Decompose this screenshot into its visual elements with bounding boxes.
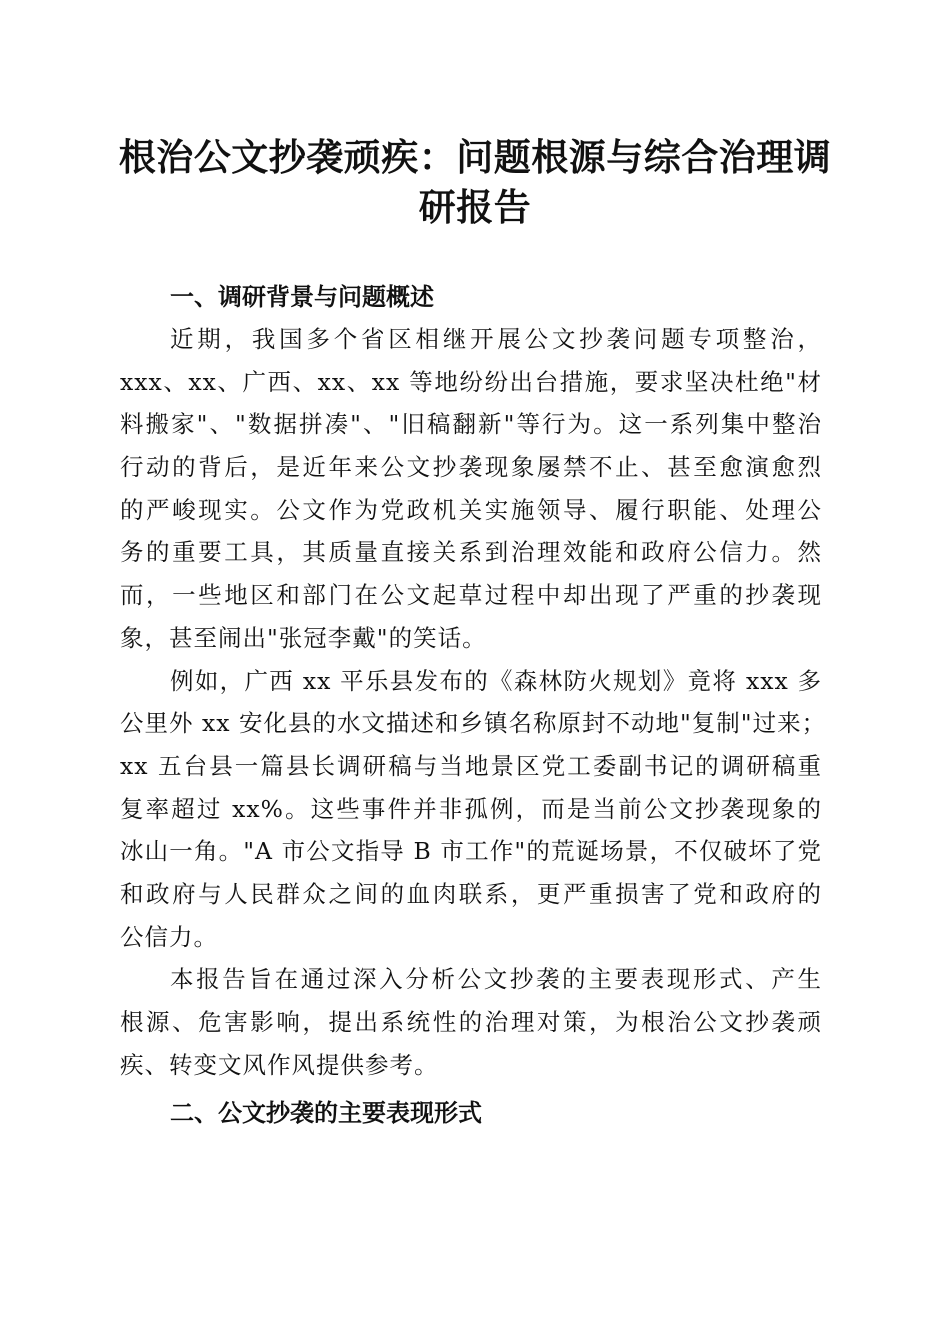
document-body xyxy=(120,276,827,1134)
text-line: 例如，广西 xx 平乐县发布的《森林防火规划》竟将 xxx 多 xyxy=(170,666,822,695)
text-line: 公信力。 xyxy=(120,922,218,951)
document-title: 根治公文抄袭顽疾：问题根源与综合治理调研报告 xyxy=(118,135,832,229)
text-line: 料搬家"、"数据拼凑"、"旧稿翻新"等行为。这一系列集中整治 xyxy=(120,410,822,439)
text-line: 根源、危害影响，提出系统性的治理对策，为根治公文抄袭顽 xyxy=(120,1008,822,1036)
text-line: 行动的背后，是近年来公文抄袭现象屡禁不止、甚至愈演愈烈 xyxy=(120,453,822,482)
text-line: xx 五台县一篇县长调研稿与当地景区党工委副书记的调研稿重 xyxy=(120,751,822,780)
paragraph-purpose xyxy=(120,958,822,1086)
text-line: 和政府与人民群众之间的血肉联系，更严重损害了党和政府的 xyxy=(120,879,822,908)
text-line: 公里外 xx 安化县的水文描述和乡镇名称原封不动地"复制"过来； xyxy=(120,709,827,738)
text-line: 本报告旨在通过深入分析公文抄袭的主要表现形式、产生 xyxy=(170,965,822,994)
section-heading-2: 二、公文抄袭的主要表现形式 xyxy=(170,1099,482,1128)
text-line: 复率超过 xx%。这些事件并非孤例，而是当前公文抄袭现象的 xyxy=(120,794,822,823)
text-line: 冰山一角。"A 市公文指导 B 市工作"的荒诞场景，不仅破坏了党 xyxy=(120,837,822,866)
text-line: 近期，我国多个省区相继开展公文抄袭问题专项整治， xyxy=(170,325,822,353)
section-heading-1: 一、调研背景与问题概述 xyxy=(170,283,434,311)
text-line: 的严峻现实。公文作为党政机关实施领导、履行职能、处理公 xyxy=(120,495,822,524)
text-line: xxx、xx、广西、xx、xx 等地纷纷出台措施，要求坚决杜绝"材 xyxy=(120,367,822,396)
text-line: 而，一些地区和部门在公文起草过程中却出现了严重的抄袭现 xyxy=(120,581,822,610)
paragraph-examples xyxy=(120,660,827,959)
paragraph-background xyxy=(120,318,822,660)
text-line: 务的重要工具，其质量直接关系到治理效能和政府公信力。然 xyxy=(120,538,822,567)
text-line: 象，甚至闹出"张冠李戴"的笑话。 xyxy=(120,623,487,652)
text-line: 疾、转变文风作风提供参考。 xyxy=(120,1050,439,1079)
